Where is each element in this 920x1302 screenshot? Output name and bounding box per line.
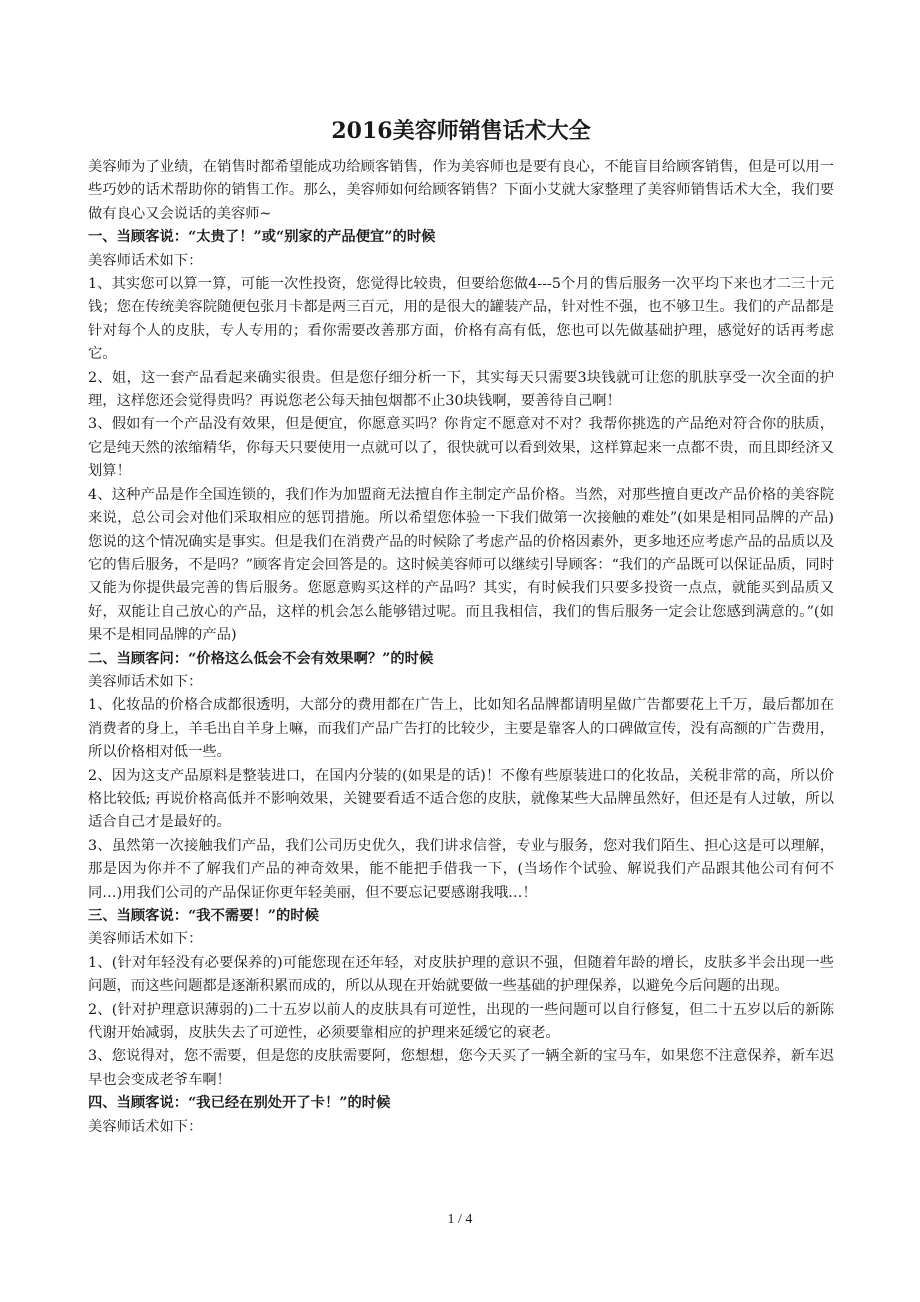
section-item: 1、其实您可以算一算，可能一次性投资，您觉得比较贵，但要给您做4---5个月的售后服务一次平均下来也才二三十元钱；您在传统美容院随便包张月卡都是两三百元，用的是很大的罐装产品，针对性不强，也不够卫生。我们的产品都是针对每个人的皮肤，专人专用的；看你需要改善那方面，价格有高有低，您也可以先做基础护理，感觉好的话再考虑它。 [88, 276, 834, 363]
section-item: 3、虽然第一次接触我们产品，我们公司历史优久，我们讲求信誉，专业与服务，您对我们陌生、担心这是可以理解，那是因为你并不了解我们产品的神奇效果，能不能把手借我一下，(当场作个试验、解说我们产品跟其他公司有何不同…)用我们公司的产品保证你更年轻美丽，但不要忘记要感谢我哦…！ [88, 837, 834, 901]
section-subheading: 美容师话术如下： [88, 673, 203, 690]
section-item: 3、假如有一个产品没有效果，但是便宜，你愿意买吗？你肯定不愿意对不对？我帮你挑选的产品绝对符合你的肤质，它是纯天然的浓缩精华，你每天只要使用一点就可以了，很快就可以看到效果，这样算起来一点都不贵，而且即经济又划算！ [88, 416, 834, 480]
section-1 [88, 226, 834, 647]
section-item: 3、您说得对，您不需要，但是您的皮肤需要阿，您想想，您今天买了一辆全新的宝马车，如果您不注意保养，新车迟早也会变成老爷车啊！ [88, 1048, 834, 1088]
section-heading: 一、当顾客说：“太贵了！”或“别家的产品便宜”的时候 [88, 229, 436, 246]
section-heading: 三、当顾客说：“我不需要！”的时候 [88, 908, 319, 924]
section-item: 2、(针对护理意识薄弱的)二十五岁以前人的皮肤具有可逆性，出现的一些问题可以自行修复，但二十五岁以后的新陈代谢开始减弱，皮肤失去了可逆性，必须要靠相应的护理来延缓它的衰老。 [88, 1001, 834, 1042]
section-3 [88, 905, 834, 1092]
section-item: 1、(针对年轻没有必要保养的)可能您现在还年轻，对皮肤护理的意识不强，但随着年龄的增长，皮肤多半会出现一些问题，而这些问题都是逐渐积累而成的，所以从现在开始就要做一些基础的护理保养，以避免今后问题的出现。 [88, 954, 834, 995]
section-subheading: 美容师话术如下： [88, 252, 203, 269]
document-title: 2016美容师销售话术大全 [331, 118, 591, 144]
section-subheading: 美容师话术如下： [88, 1118, 203, 1135]
section-item: 4、这种产品是作全国连锁的，我们作为加盟商无法擅自作主制定产品价格。当然，对那些擅自更改产品价格的美容院来说，总公司会对他们采取相应的惩罚措施。所以希望您体验一下我们做第一次接触的难处”(如果是相同品牌的产品)您说的这个情况确实是事实。但是我们在消费产品的时候除了考虑产品的价格因素外，更多地还应考虑产品的品质以及它的售后服务，不是吗？”顾客肯定会回答是的。这时候美容师可以继续引导顾客：“我们的产品既可以保证品质，同时又能为你提供最完善的售后服务。您愿意购买这样的产品吗？其实，有时候我们只要多投资一点点，就能买到品质又好，双能让自己放心的产品，这样的机会怎么能够错过呢。而且我相信，我们的售后服务一定会让您感到满意的。”(如果不是相同品牌的产品) [88, 486, 834, 644]
section-4 [88, 1092, 834, 1139]
section-2 [88, 648, 834, 905]
section-heading: 四、当顾客说：“我已经在别处开了卡！”的时候 [88, 1095, 391, 1112]
section-heading: 二、当顾客问：“价格这么低会不会有效果啊？”的时候 [88, 650, 434, 667]
intro-paragraph: 美容师为了业绩，在销售时都希望能成功给顾客销售，作为美容师也是要有良心，不能盲目给顾客销售，但是可以用一些巧妙的话术帮助你的销售工作。那么，美容师如何给顾客销售？下面小艾就大家整理了美容师销售话术大全，我们要做有良心又会说话的美容师~ [88, 159, 834, 222]
section-item: 1、化妆品的价格合成都很透明，大部分的费用都在广告上，比如知名品牌都请明星做广告都要花上千万，最后都加在消费者的身上，羊毛出自羊身上嘛，而我们产品广告打的比较少，主要是靠客人的口碑做宣传，没有高额的广告费用，所以价格相对低一些。 [88, 697, 834, 761]
section-subheading: 美容师话术如下： [88, 931, 203, 948]
page-indicator: 1 / 4 [447, 1212, 473, 1227]
section-item: 2、因为这支产品原料是整装进口，在国内分装的(如果是的话)！不像有些原装进口的化妆品，关税非常的高，所以价格比较低; 再说价格高低并不影响效果，关键要看适不适合您的皮肤，就像某些大品牌虽然好，但还是有人过敏，所以适合自己才是最好的。 [88, 767, 834, 831]
document-body [88, 116, 834, 1139]
section-item: 2、姐，这一套产品看起来确实很贵。但是您仔细分析一下，其实每天只需要3块钱就可让您的肌肤享受一次全面的护理，这样您还会觉得贵吗？再说您老公每天抽包烟都不止30块钱啊，要善待自己啊！ [88, 369, 834, 410]
